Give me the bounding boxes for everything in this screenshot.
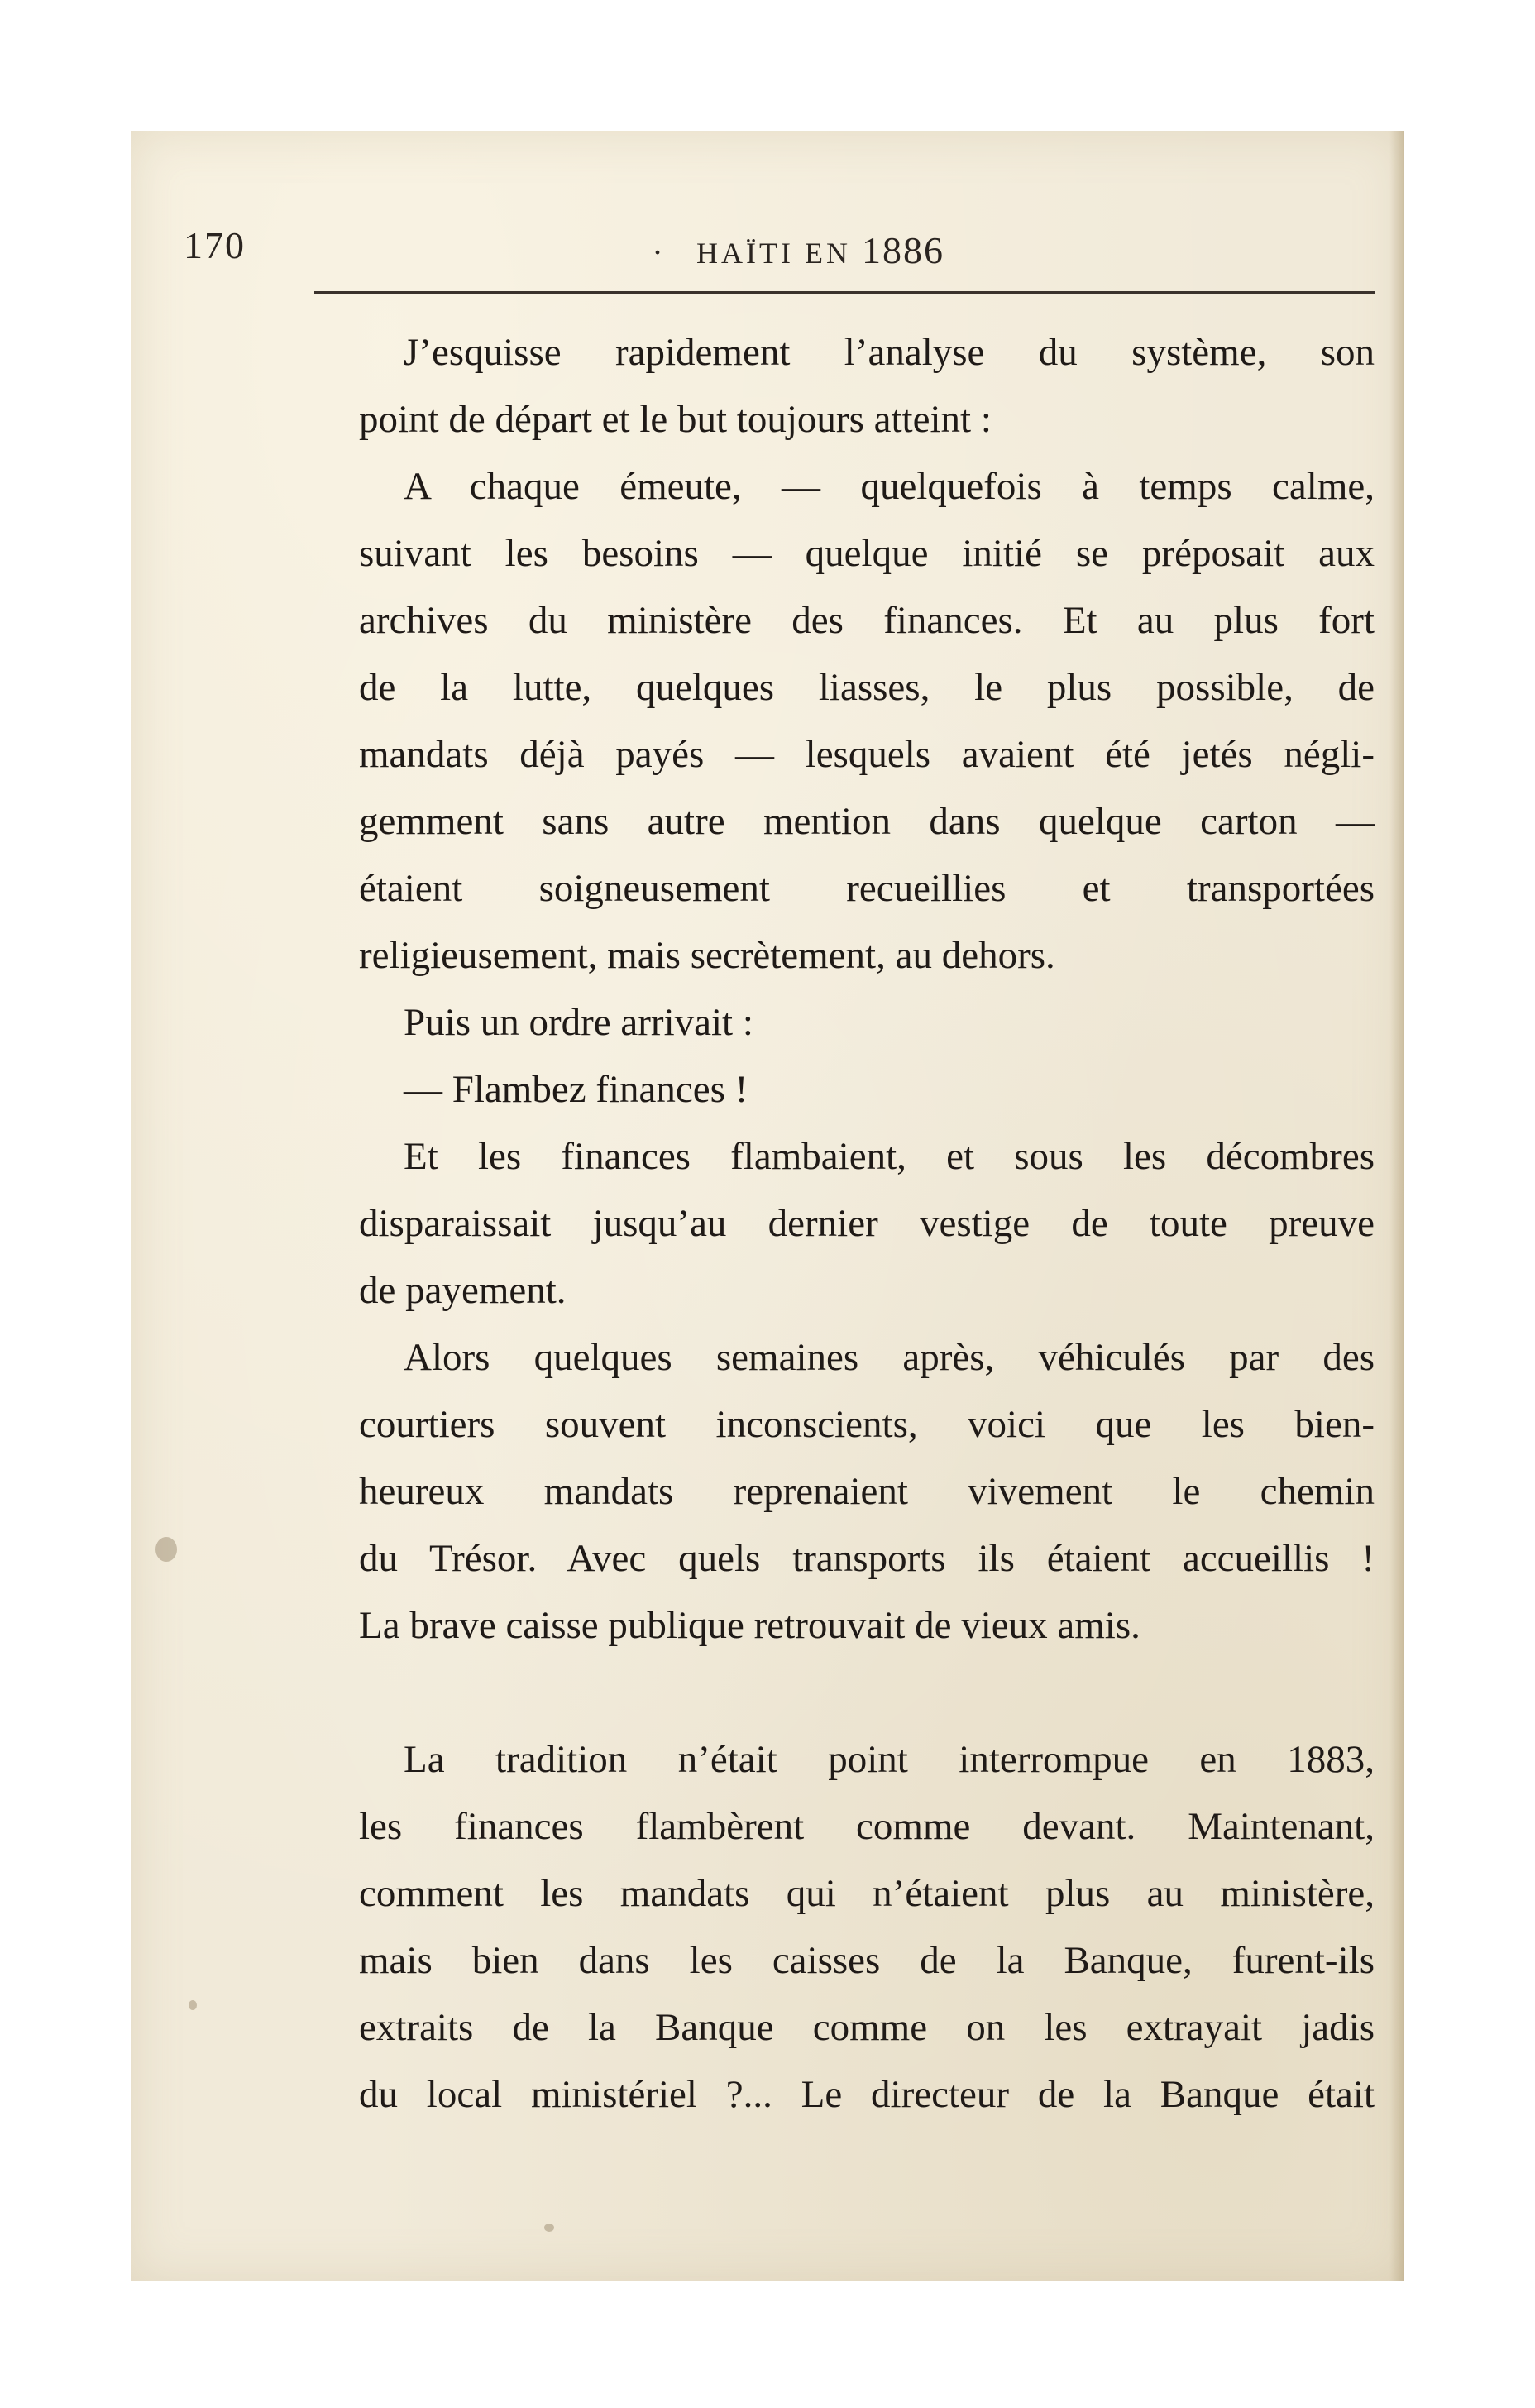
paragraph [314,1324,1375,1659]
text-line: heureux mandats reprenaient vivement le chemin [359,1470,1375,1513]
text-line: du local ministériel ?... Le directeur de la Banque était [359,2073,1375,2116]
page-number: 170 [184,224,246,266]
paper-stain [544,2224,554,2232]
text-line: disparaissait jusqu’au dernier vestige de toute preuve [359,1202,1375,1245]
paragraph [314,453,1375,989]
text-line: du Trésor. Avec quels transports ils étaient accueillis ! [359,1537,1375,1580]
page-edge-shadow [1389,131,1404,2281]
paragraph [314,1726,1375,2128]
text-line: La tradition n’était point interrompue en 1883, [404,1738,1375,1781]
running-head-separator: . [653,224,662,261]
text-line: mandats déjà payés — lesquels avaient été jetés négli- [359,733,1375,776]
text-line: comment les mandats qui n’étaient plus au ministère, [359,1872,1375,1915]
paragraph [314,1056,1375,1123]
text-line: mais bien dans les caisses de la Banque, furent-ils [359,1939,1375,1982]
running-head [184,223,1375,281]
running-head-title [696,228,944,272]
running-head-title-text: HAÏTI EN [696,237,851,270]
text-line: Et les finances flambaient, et sous les décombres [404,1135,1375,1178]
text-line: Alors quelques semaines après, véhiculés par des [404,1336,1375,1379]
text-line: archives du ministère des finances. Et au plus fort [359,599,1375,642]
paper-stain [189,2000,197,2010]
text-line: les finances flambèrent comme devant. Maintenant, [359,1805,1375,1848]
paper-stain [155,1537,177,1562]
text-line: — Flambez finances ! [404,1068,748,1111]
paragraph [314,319,1375,453]
text-line: religieusement, mais secrètement, au dehors. [359,934,1055,977]
header-rule [314,291,1375,294]
text-line: extraits de la Banque comme on les extrayait jadis [359,2006,1375,2049]
text-line: J’esquisse rapidement l’analyse du système, son [404,331,1375,374]
text-line: courtiers souvent inconscients, voici que les bien- [359,1403,1375,1446]
text-line: point de départ et le but toujours atteint : [359,398,992,441]
text-line: A chaque émeute, — quelquefois à temps calme, [404,465,1375,508]
paragraph [314,1123,1375,1324]
paragraph [314,989,1375,1056]
text-line: Puis un ordre arrivait : [404,1001,753,1044]
text-line: gemment sans autre mention dans quelque carton — [359,800,1375,843]
text-line: suivant les besoins — quelque initié se préposait aux [359,532,1375,575]
text-line: de la lutte, quelques liasses, le plus possible, de [359,666,1375,709]
page-body [314,319,1375,2128]
running-head-year: 1886 [861,229,944,271]
text-line: étaient soigneusement recueillies et transportées [359,867,1375,910]
text-line: de payement. [359,1269,567,1312]
text-line: La brave caisse publique retrouvait de vieux amis. [359,1604,1140,1647]
